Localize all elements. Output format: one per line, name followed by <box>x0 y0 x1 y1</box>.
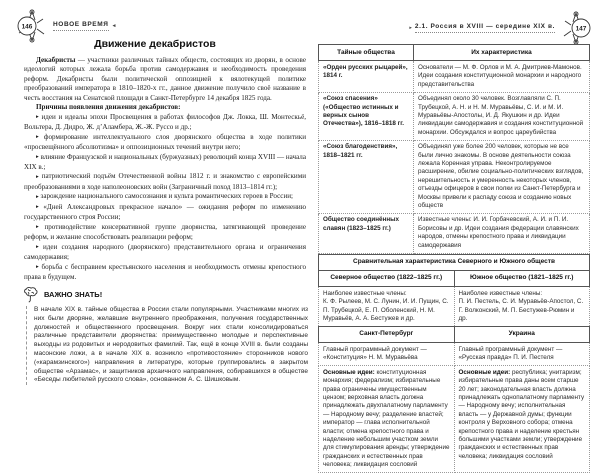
header-arrow-icon: ▸ <box>409 25 412 31</box>
table-row <box>319 140 590 213</box>
cause-item: ▸ «Дней Александровых прекрасное начало» — ожидания реформ по изменению государственного строя России; <box>24 202 306 222</box>
comparison-title-row <box>319 254 590 270</box>
cause-item: ▸ формирование интеллектуального слоя дворянского общества в ходе политики «просвещённого абсолютизма» и оппозиционных течений внутри него; <box>24 132 306 152</box>
comparison-title: Сравнительная характеристика Северного и Южного обществ <box>319 254 590 270</box>
ideas-row <box>319 366 590 473</box>
right-page-header <box>409 10 594 46</box>
north-ideas: Основные идеи: конституционная монархия; федерализм; избирательные права ограничены имущественным цензом; верховная власть должна принадлежать двухпалатному парламенту — Народному вечу; разделение властей; император — глава исполнительной власти; отмена крепостного права и наделение небольшим участком земли для стимулирования аренды; утверждение гражданских и естественных прав человека; ликвидация сословий <box>319 366 455 473</box>
important-note-header <box>22 286 308 303</box>
north-members: Наиболее известные члены: К. Ф. Рылеев, М. С. Лунин, И. И. Пущин, С. П. Трубецкой, Е. П. Оболенский, Н. М. Муравьёв, А. А. Бестужев и др. <box>319 287 455 327</box>
cause-item: ▸ патриотический подъём Отечественной войны 1812 г. и знакомство с европейскими преобразованиями в ходе наполеоновских войн (Заграничный поход 1813–1814 гг.); <box>24 172 306 191</box>
right-page-number: 147 <box>575 25 587 33</box>
triangle-bullet-icon: ▸ <box>36 134 39 141</box>
comparison-table <box>318 254 590 473</box>
triangle-bullet-icon: ▸ <box>36 264 39 271</box>
north-society-header: Северное общество (1822–1825 гг.) <box>319 270 455 286</box>
section-label: НОВОЕ ВРЕМЯ <box>53 21 109 31</box>
society-name: «Союз благоденствия», 1818–1821 гг. <box>319 140 414 213</box>
chapter-label: 2.1. Россия в XVIII — середине XIX в. <box>415 23 555 33</box>
south-members: Наиболее известные члены: П. И. Пестель, С. И. Муравьёв-Апостол, С. Г. Волконский, М. П. Бестужев-Рюмин и др. <box>454 287 590 327</box>
south-ideas: Основные идеи: республика; унитаризм; избирательные права даны всем старше 20 лет; законодательная власть должна принадлежать однопалатному парламенту — Народному вечу; исполнительная власть — у Державной думы; функции контроля у Верховного собора; отмена крепостного права и наделение крестьян большими участками земли; утверждение гражданских и естественных прав человека; ликвидация сословий <box>454 366 590 473</box>
table-row <box>319 92 590 140</box>
society-desc: Основатели — М. Ф. Орлов и М. А. Дмитриев-Мамонов. Идеи создания конституционной монархии и народного представительства <box>414 61 590 92</box>
col-header-societies: Тайные общества <box>319 45 414 61</box>
documents-row <box>319 343 590 366</box>
triangle-bullet-icon: ▸ <box>36 224 39 231</box>
society-name: «Союз спасения» («Общество истинных и верных сынов Отечества»), 1816–1818 гг. <box>319 92 414 140</box>
important-note-text: В начале XIX в. тайные общества в России стали популярными. Участниками многих из них были дворяне, желавшие внутреннего преображения, получения государственных должностей и общественного просвещения. Вокруг них стали консолидироваться различные представители дворянства: преимущественно молодые и перспективные выходцы из родовитых и неродовитых фамилий. Так, ещё в конце XVIII в. были созданы масонские ложи, а в начале XIX в. возникло «противостояние» сторонников нового («карамзинского») направления в литературе, которые группировались в закрытом обществе «Арзамас», и защитников архаичного направления, собиравшихся в обществе «Беседы любителей русского слова», основанном А. С. Шишковым. <box>26 306 308 385</box>
cause-item: ▸ борьба с бесправием крестьянского населения и необходимость отмены крепостного права в будущем. <box>24 262 306 281</box>
societies-tables <box>318 44 590 473</box>
cause-item: ▸ идеи создания народного (дворянского) представительного органа и ограничения самодержавия; <box>24 242 306 262</box>
important-note-title: ВАЖНО ЗНАТЬ! <box>44 290 103 299</box>
society-name: «Орден русских рыцарей», 1814 г. <box>319 61 414 92</box>
society-desc: Объединял уже более 200 человек, которые не все были лично знакомы. В основе деятельности союза лежала Коренная управа. Неконтролируемое расширение, обилие социально-политических взглядов, нерешительность и умеренность некоторых членов, отъезды офицеров в свои полки из Санкт-Петербурга и Москвы привели к распаду союза и созданию новых обществ <box>414 140 590 213</box>
header-arrow-icon: ◄ <box>111 23 117 29</box>
triangle-bullet-icon: ▸ <box>36 173 39 180</box>
compass-doodle-icon <box>558 10 594 46</box>
north-place: Санкт-Петербург <box>319 326 455 342</box>
secret-societies-table <box>318 44 590 254</box>
left-page <box>0 0 310 435</box>
cause-item: ▸ противодействие консервативной группе дворянства, затягивающей проведение реформ, и желание способствовать реализации реформ; <box>24 222 306 242</box>
cause-item: ▸ влияние Французской и национальных (буржуазных) революций конца XVIII — начала XIX в.; <box>24 152 307 171</box>
north-document: Главный программный документ — «Конституция» Н. М. Муравьёва <box>319 343 455 366</box>
intro-term: Декабристы <box>36 56 76 64</box>
col-header-characteristics: Их характеристика <box>414 45 590 61</box>
left-page-body <box>24 56 306 282</box>
brain-icon <box>22 286 39 303</box>
society-desc: Объединял около 30 человек. Возглавляли С. П. Трубецкой, А. Н. и Н. М. Муравьёвы, С. И. и М. И. Муравьёвы-Апостолы, И. Д. Якушкин и др. Идеи ликвидации самодержавия и создания конституционной монархии. Обсуждался и вопрос цареубийства <box>414 92 590 140</box>
triangle-bullet-icon: ▸ <box>36 193 39 200</box>
south-society-header: Южное общество (1821–1825 гг.) <box>454 270 590 286</box>
important-note-block <box>22 286 308 385</box>
table-header-row <box>319 45 590 61</box>
right-page <box>310 0 600 469</box>
triangle-bullet-icon: ▸ <box>36 204 39 211</box>
place-header-row <box>319 326 590 342</box>
cause-item: ▸ идеи и идеалы эпохи Просвещения в работах философов Дж. Локка, Ш. Монтескьё, Вольтера, Д. Дидро, Ж. д’Аламбера, Ж.-Ж. Руссо и др.; <box>24 112 306 132</box>
triangle-bullet-icon: ▸ <box>36 244 39 251</box>
table-row <box>319 213 590 253</box>
table-row <box>319 61 590 92</box>
south-place: Украина <box>454 326 590 342</box>
intro-paragraph <box>24 56 306 103</box>
left-page-number: 146 <box>21 23 33 31</box>
triangle-bullet-icon: ▸ <box>36 114 39 121</box>
intro-text: — участники различных тайных обществ, состоящих из дворян, в основе идеологий которых лежала борьба против самодержавия и необходимость проведения реформ. Декабристы были политической оппозицией к вялотекущей политике преобразований императора в 1810–1820-х гг., данное движение получило своё название в честь восстания на Сенатской площади в Санкт-Петербурге 14 декабря 1825 года. <box>24 56 306 102</box>
society-desc: Известные члены: И. И. Горбачевский, А. И. и П. И. Борисовы и др. Идеи создания федерации славянских народов, отмены крепостного права и ликвидации самодержавия <box>414 213 590 253</box>
triangle-bullet-icon: ▸ <box>36 154 39 161</box>
causes-heading: Причины появления движения декабристов: <box>36 103 181 112</box>
page-title: Движение декабристов <box>94 38 216 50</box>
cause-item: ▸ зарождение национального самосознания и культа романтических героев в России; <box>36 192 294 201</box>
comparison-header-row <box>319 270 590 286</box>
members-row <box>319 287 590 327</box>
society-name: Общество соединённых славян (1823–1825 гг.) <box>319 213 414 253</box>
south-document: Главный программный документ — «Русская правда» П. И. Пестеля <box>454 343 590 366</box>
